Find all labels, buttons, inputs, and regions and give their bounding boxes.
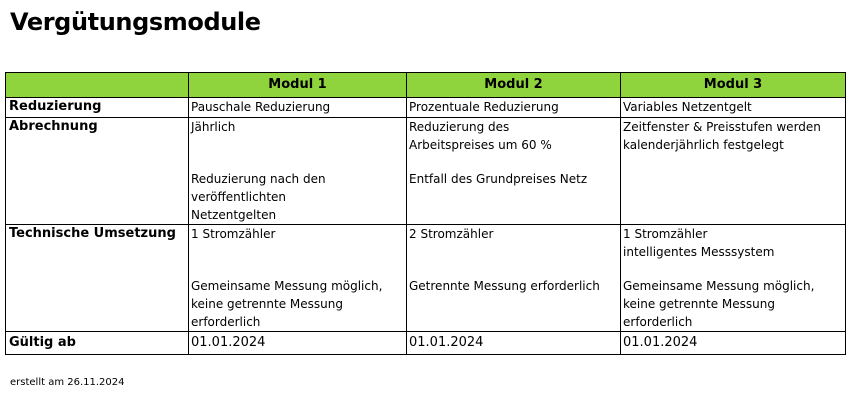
table-row-gueltig-ab bbox=[6, 332, 846, 355]
cell-reduzierung-modul-2 bbox=[407, 98, 621, 118]
cell-reduzierung-modul-3 bbox=[621, 98, 846, 118]
table-row-reduzierung bbox=[6, 98, 846, 118]
cell-text: kalenderjährlich festgelegt bbox=[623, 138, 784, 152]
cell-technik-modul-3 bbox=[621, 225, 846, 332]
row-label-gueltig-ab: Gültig ab bbox=[6, 332, 189, 355]
cell-text: Entfall des Grundpreises Netz bbox=[409, 172, 588, 186]
row-label-abrechnung: Abrechnung bbox=[6, 118, 189, 225]
cell-gueltig-modul-2: 01.01.2024 bbox=[407, 332, 621, 355]
cell-text: Reduzierung nach den veröffentlichten bbox=[191, 172, 326, 204]
table-header-row bbox=[6, 73, 846, 98]
created-date-note: erstellt am 26.11.2024 bbox=[10, 377, 125, 388]
cell-text: Getrennte Messung erforderlich bbox=[409, 279, 600, 293]
cell-gueltig-modul-1: 01.01.2024 bbox=[189, 332, 407, 355]
cell-technik-modul-2 bbox=[407, 225, 621, 332]
cell-text: Reduzierung des bbox=[409, 120, 510, 134]
header-modul-2: Modul 2 bbox=[407, 73, 621, 98]
cell-text: Gemeinsame Messung möglich, bbox=[191, 279, 383, 293]
row-label-reduzierung: Reduzierung bbox=[6, 98, 189, 118]
header-modul-3: Modul 3 bbox=[621, 73, 846, 98]
cell-abrechnung-modul-2 bbox=[407, 118, 621, 225]
row-label-technische-umsetzung: Technische Umsetzung bbox=[6, 225, 189, 332]
header-empty bbox=[6, 73, 189, 98]
cell-text: Gemeinsame Messung möglich, bbox=[623, 279, 815, 293]
cell-text: 2 Stromzähler bbox=[409, 227, 494, 241]
cell-text: 1 Stromzähler bbox=[623, 227, 708, 241]
cell-text: intelligentes Messsystem bbox=[623, 245, 775, 259]
header-modul-1: Modul 1 bbox=[189, 73, 407, 98]
cell-text: Netzentgelten bbox=[191, 208, 277, 222]
cell-text: Pauschale Reduzierung bbox=[191, 100, 331, 114]
cell-reduzierung-modul-1 bbox=[189, 98, 407, 118]
table-row-technische-umsetzung bbox=[6, 225, 846, 332]
cell-abrechnung-modul-1 bbox=[189, 118, 407, 225]
cell-text: 1 Stromzähler bbox=[191, 227, 276, 241]
cell-text: keine getrennte Messung erforderlich bbox=[191, 297, 343, 329]
cell-text: Jährlich bbox=[191, 120, 236, 134]
cell-text: keine getrennte Messung erforderlich bbox=[623, 297, 775, 329]
cell-text: Prozentuale Reduzierung bbox=[409, 100, 559, 114]
page-title: Vergütungsmodule bbox=[10, 8, 261, 36]
cell-technik-modul-1 bbox=[189, 225, 407, 332]
cell-gueltig-modul-3: 01.01.2024 bbox=[621, 332, 846, 355]
cell-text: Arbeitspreises um 60 % bbox=[409, 138, 552, 152]
cell-text: Zeitfenster & Preisstufen werden bbox=[623, 120, 821, 134]
table-row-abrechnung bbox=[6, 118, 846, 225]
cell-abrechnung-modul-3 bbox=[621, 118, 846, 225]
cell-text: Variables Netzentgelt bbox=[623, 100, 752, 114]
verguetungsmodule-table bbox=[5, 72, 846, 355]
